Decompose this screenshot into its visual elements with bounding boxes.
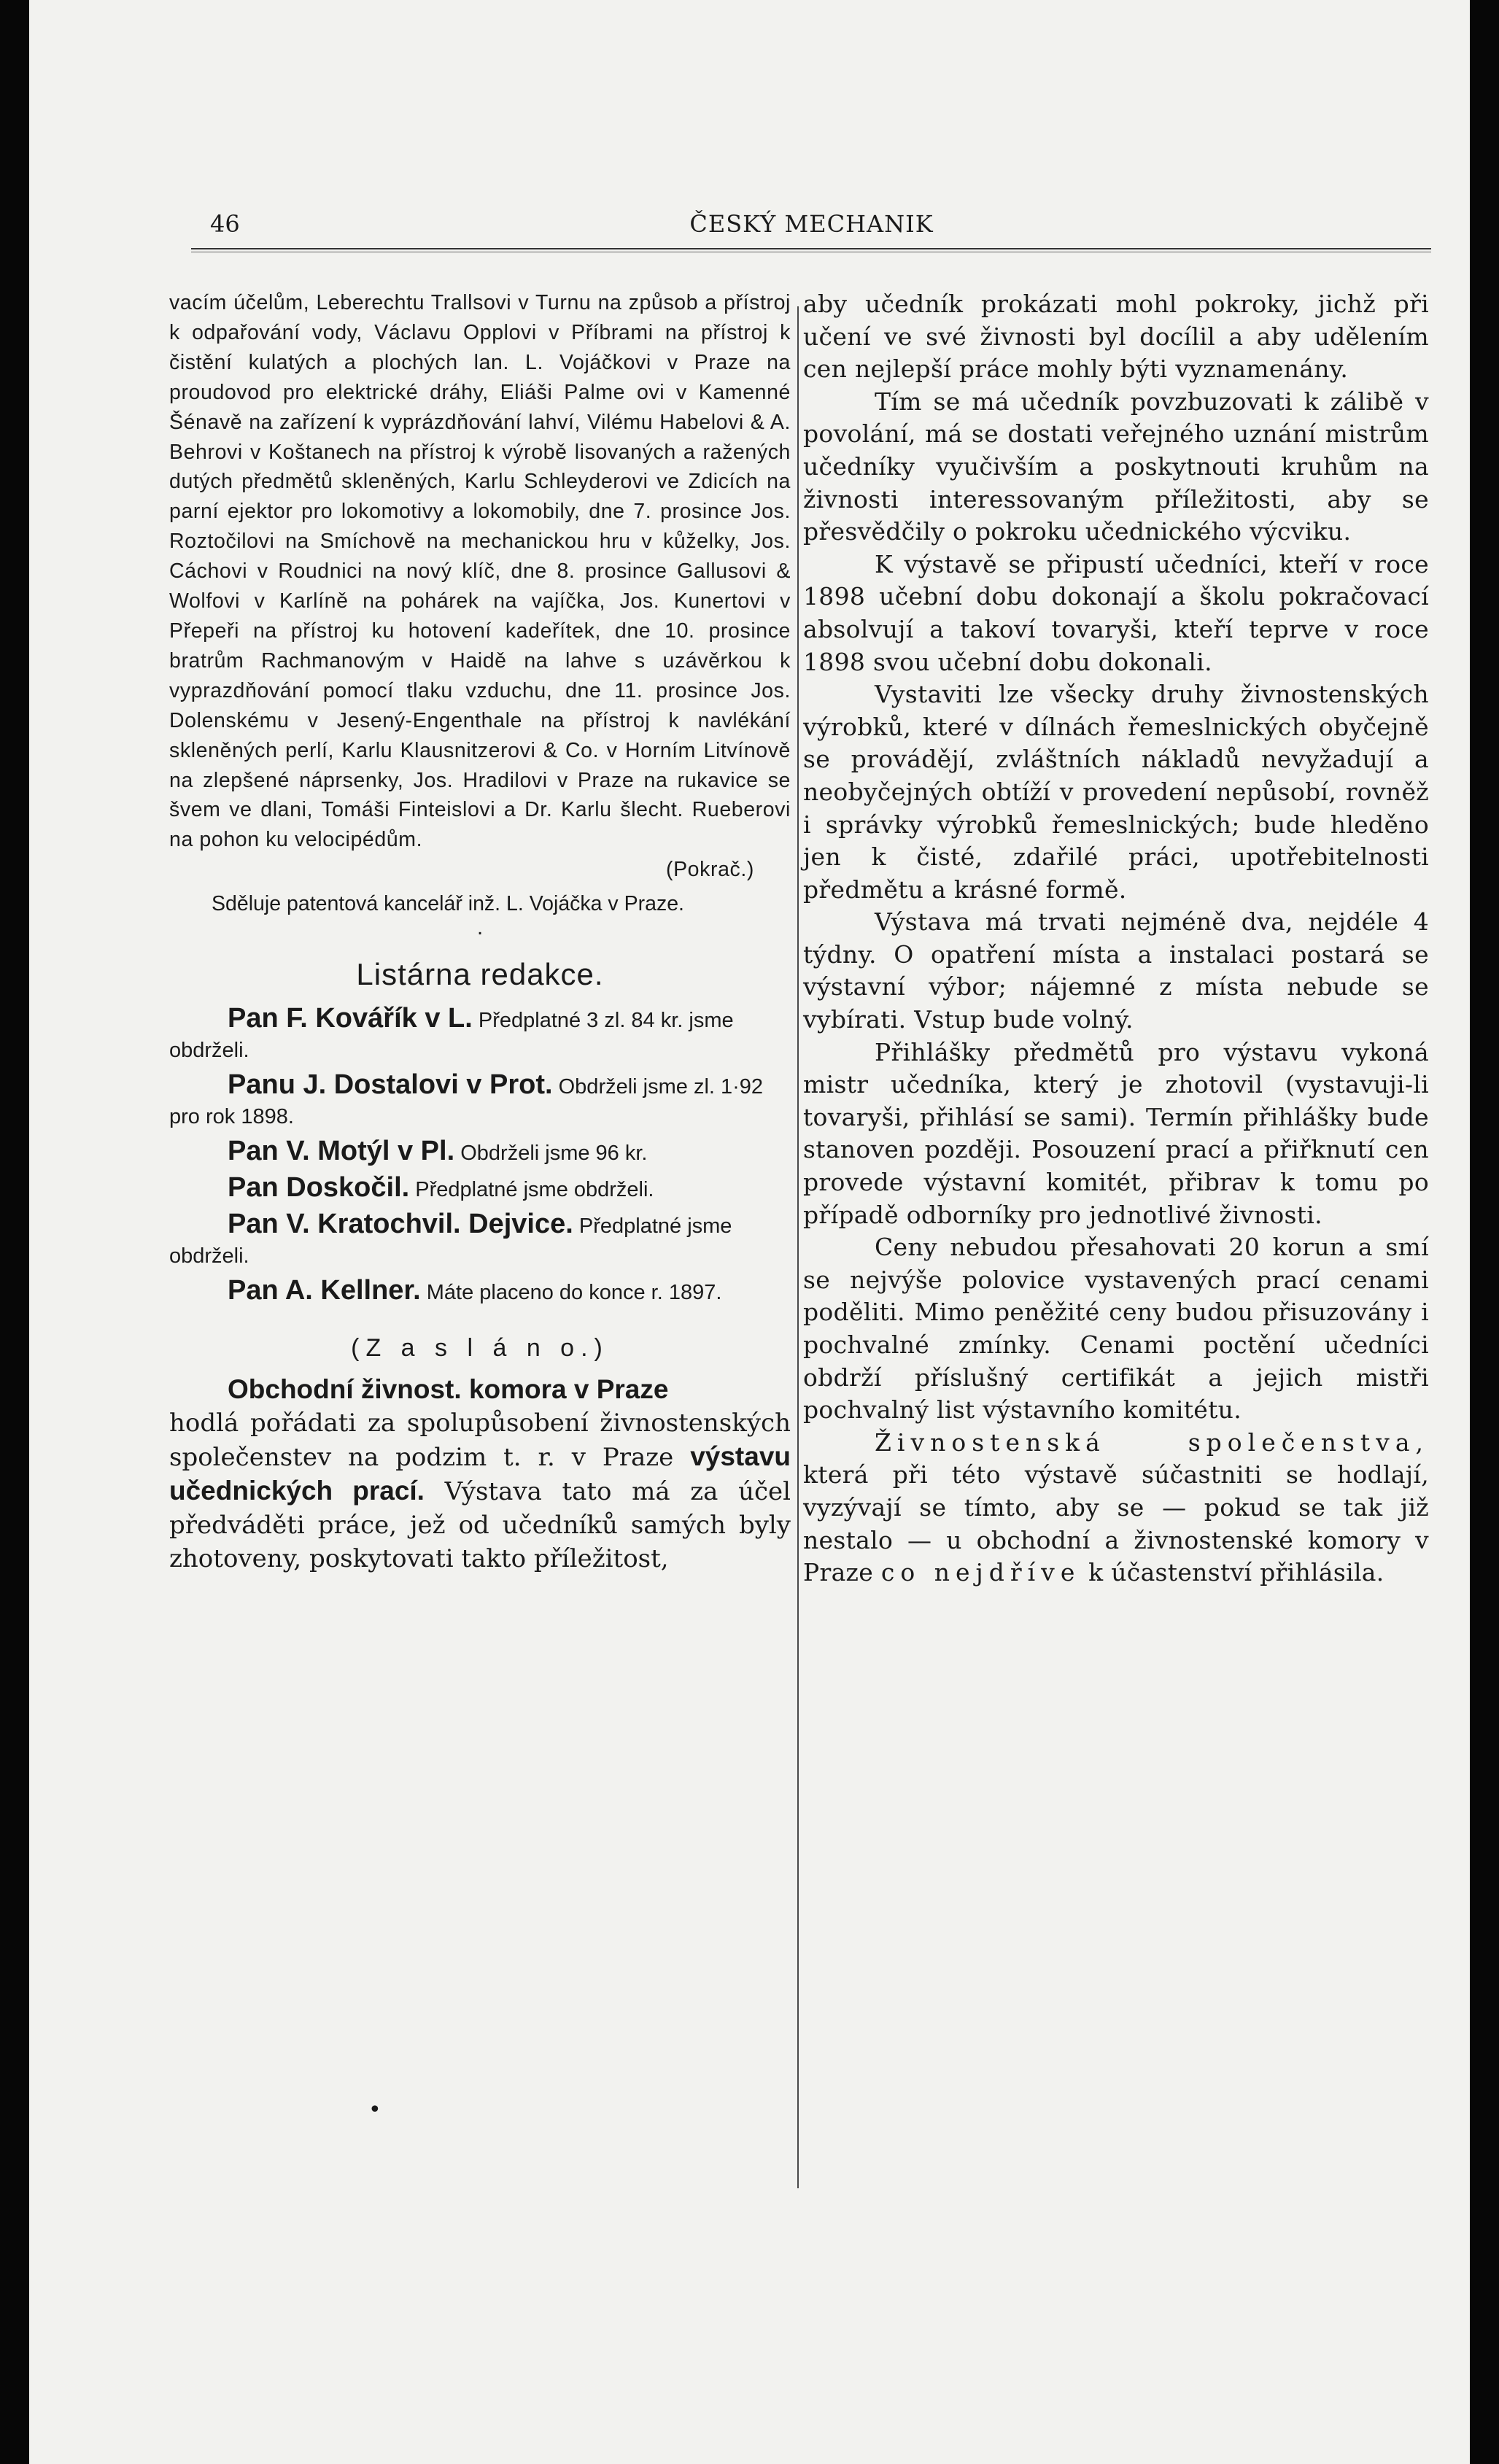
listarna-entry <box>169 1209 791 1271</box>
left-column <box>169 288 791 1576</box>
paragraph-companies <box>803 1427 1429 1589</box>
listarna-title: Listárna redakce. <box>356 957 604 992</box>
continued-note: (Pokrač.) <box>665 858 754 882</box>
listarna-entry <box>169 1276 791 1308</box>
listarna-entry <box>169 1070 791 1132</box>
entry-text: Obdrželi jsme zl. 1·92 pro rok 1898. <box>169 1075 764 1129</box>
entry-text: Obdrželi jsme 96 kr. <box>460 1142 648 1166</box>
paragraph: Výstava má trvati nejméně dva, nejdéle 4 týdny. O opatření místa a instalaci postará se výstavní výbor; nájemné z místa nebude se vybírati. Vstup bude volný. <box>803 907 1429 1034</box>
entry-name: Panu J. Dostalovi v Prot. <box>228 1069 553 1101</box>
chamber-notice <box>169 1373 791 1576</box>
entry-name: Pan F. Kovářík v L. <box>228 1003 473 1034</box>
speck-dot: • <box>368 2097 381 2123</box>
chamber-title: Obchodní živnost. komora v Praze <box>228 1374 669 1405</box>
chamber-exhibition-name: výstavu učednických prací. <box>169 1441 791 1506</box>
zaslano-heading: (Z a s l á n o.) <box>351 1334 609 1363</box>
paragraph-text: k účastenství přihlásila. <box>1088 1558 1384 1587</box>
listarna-entry <box>169 1173 791 1205</box>
page-header <box>175 206 1448 242</box>
journal-title: ČESKÝ MECHANIK <box>689 210 934 238</box>
chamber-text-before: hodlá pořádati za spolupůsobení živnostenských společenstev na podzim t. r. v Praze <box>169 1409 791 1473</box>
entry-name: Pan A. Kellner. <box>228 1275 421 1306</box>
paragraph: aby učedník prokázati mohl pokroky, jichž při učení ve své živnosti byl docílil a aby udělením cen nejlepší práce mohly býti vyznamenány. <box>803 290 1429 384</box>
entry-text: Máte placeno do konce r. 1897. <box>426 1281 722 1305</box>
chamber-text-after: Výstava tato má za účel předváděti práce, jež od učedníků samých byly zhotoveny, poskytovati takto příležitost, <box>169 1477 791 1574</box>
entry-text: Předplatné 3 zl. 84 kr. jsme obdrželi. <box>169 1009 734 1063</box>
paragraph: Tím se má učedník povzbuzovati k zálibě v povolání, má se dostati veřejného uznání mistrům učedníky vyučivším a poskytnouti kruhům na živnosti interessovaným příležitosti, aby se přesvědčily o pokroku učednického výcviku. <box>803 387 1429 546</box>
patent-office-signature: Sděluje patentová kancelář inž. L. Vojáčka v Praze. <box>212 892 684 916</box>
entry-text: Předplatné jsme obdrželi. <box>169 1214 732 1268</box>
paragraph: Ceny nebudou přesahovati 20 korun a smí se nejvýše polovice vystavených prací cenami poděliti. Mimo peněžité ceny budou přisuzovány i pochvalné zmínky. Cenami poctění učedníci obdrží příslušný certifikát a jejich mistři pochvalný list výstavního komitétu. <box>803 1233 1429 1425</box>
right-column <box>803 288 1429 1589</box>
paragraph: Vystaviti lze všecky druhy živnostenských výrobků, které v dílnách řemeslnických obyčejně se provádějí, zvláštních nákladů nevyžadují a neobyčejných obtíží v provedení nepůsobí, rovněž i správky výrobků řemeslnických; bude hleděno jen k čisté, zdařilé práci, upotřebitelnosti předmětu a krásné formě. <box>803 680 1429 904</box>
paragraph: K výstavě se připustí učedníci, kteří v roce 1898 učební dobu dokonají a školu pokračovací absolvují a takoví tovaryši, kteří teprve v roce 1898 svou učební dobu dokonali. <box>803 549 1429 676</box>
listarna-entry <box>169 1136 791 1169</box>
patent-list: vacím účelům, Leberechtu Trallsovi v Turnu na způsob a přístroj k odpařování vody, Václavu Opplovi v Příbrami na přístroj k čistění kulatých a plochých lan. L. Vojáčkovi v Praze na proudovod pro elektrické dráhy, Eliáši Palme ovi v Kamenné Šénavě na zařízení k vyprázdňování lahví, Vilému Habelovi & A. Behrovi v Koštanech na přístroj k výrobě lisovaných a ražených dutých předmětů skleněných, Karlu Schleyderovi ve Zdicích na parní ejektor pro lokomotivy a lokomobily, dne 7. prosince Jos. Roztočilovi na Smíchově na mechanickou hru v kůželky, Jos. Cáchovi v Roudnici na nový klíč, dne 8. prosince Gallusovi & Wolfovi v Karlíně na pohárek na vajíčka, Jos. Kunertovi v Přepeři na přístroj ku hotovení kadeřítek, dne 10. prosince bratrům Rachmanovým v Haidě na lahve s uzávěrkou k vyprazdňování pomocí tlaku vzduchu, dne 11. prosince Jos. Dolenskému v Jesený-Engenthale na přístroj k navlékání skleněných perlí, Karlu Klausnitzerovi & Co. v Horním Litvínově na zlepšené náprsenky, Jos. Hradilovi v Praze na rukavice se švem ve dlani, Tomáši Finteislovi a Dr. Karlu šlecht. Rueberovi na pohon ku velocipédům. <box>169 291 791 852</box>
entry-text: Předplatné jsme obdrželi. <box>415 1178 654 1202</box>
spaced-phrase: co nejdříve <box>880 1558 1081 1587</box>
column-divider <box>797 306 799 2188</box>
entry-name: Pan V. Motýl v Pl. <box>228 1136 455 1167</box>
paragraph-text: která při této výstavě súčastniti se hodlají, vyzývají se tímto, aby se — pokud se tak již nestalo — u obchodní a živnostenské komory v Praze <box>803 1460 1429 1587</box>
entry-name: Pan Doskočil. <box>228 1172 410 1204</box>
separator-dot: . <box>476 915 484 940</box>
header-rule <box>191 248 1431 252</box>
paragraph: Přihlášky předmětů pro výstavu vykoná mistr učedníka, který je zhotovil (vystavuji-li tovaryši, přihlásí se sami). Termín přihlášky bude stanoven později. Posouzení prací a přiřknutí cen provede výstavní komitét, přibrav k tomu po případě odborníky pro jednotlivé živnosti. <box>803 1037 1429 1229</box>
listarna-entry <box>169 1004 791 1066</box>
spaced-phrase: Živnostenská společenstva, <box>875 1427 1429 1457</box>
scan-border-left <box>0 0 29 2464</box>
scan-border-right <box>1470 0 1499 2464</box>
entry-name: Pan V. Kratochvil. Dejvice. <box>228 1209 573 1240</box>
page-number: 46 <box>210 210 240 238</box>
